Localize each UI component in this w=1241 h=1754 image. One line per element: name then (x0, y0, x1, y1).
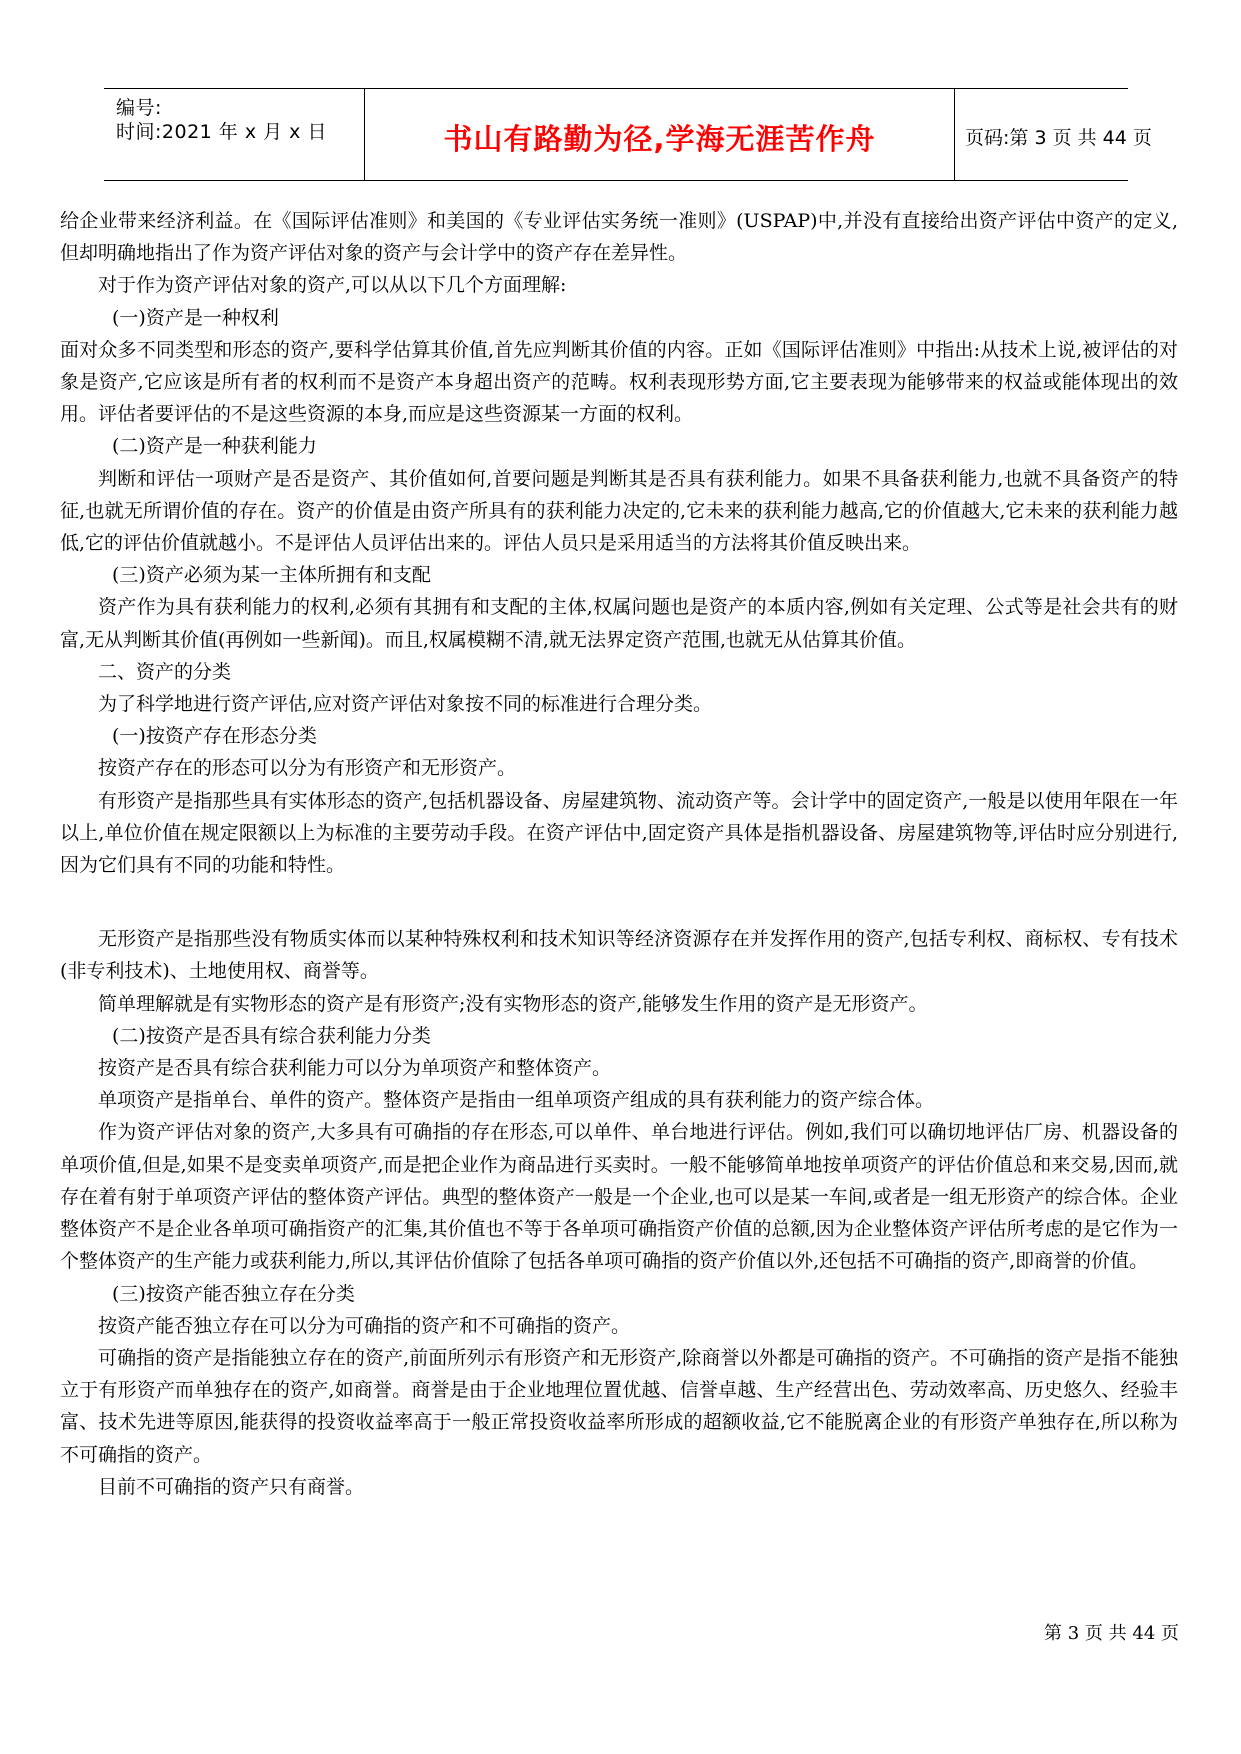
section-heading: (一)资产是一种权利 (112, 306, 279, 329)
paragraph: 按资产能否独立存在可以分为可确指的资产和不可确指的资产。 (98, 1314, 631, 1337)
section-heading: 二、资产的分类 (98, 660, 232, 683)
section-heading: (三)资产必须为某一主体所拥有和支配 (112, 564, 431, 587)
paragraph: 目前不可确指的资产只有商誉。 (98, 1475, 365, 1498)
paragraph: 给企业带来经济利益。在《国际评估准则》和美国的《专业评估实务统一准则》(USPAP)中,并没有直接给出资产评估中资产的定义,但却明确地指出了作为资产评估对象的资产与会计学中的资产存在差异性。 (60, 210, 1178, 265)
paragraph: 为了科学地进行资产评估,应对资产评估对象按不同的标准进行合理分类。 (98, 693, 713, 716)
paragraph: 无形资产是指那些没有物质实体而以某种特殊权利和技术知识等经济资源存在并发挥作用的资产,包括专利权、商标权、专有技术(非专利技术)、土地使用权、商誉等。 (60, 928, 1178, 983)
document-number-label: 编号: (116, 97, 162, 119)
document-body (60, 205, 1178, 1503)
section-heading: (二)按资产是否具有综合获利能力分类 (112, 1024, 431, 1047)
page-header (104, 88, 1152, 181)
header-page-cell (955, 89, 1152, 180)
paragraph: 面对众多不同类型和形态的资产,要科学估算其价值,首先应判断其价值的内容。正如《国际评估准则》中指出:从技术上说,被评估的对象是资产,它应该是所有者的权利而不是资产本身超出资产的范畴。权利表现形势方面,它主要表现为能够带来的权益或能体现出的效用。评估者要评估的不是这些资源的本身,而应是这些资源某一方面的权利。 (60, 338, 1178, 426)
paragraph: 资产作为具有获利能力的权利,必须有其拥有和支配的主体,权属问题也是资产的本质内容,例如有关定理、公式等是社会共有的财富,无从判断其价值(再例如一些新闻)。而且,权属模糊不清,就无法界定资产范围,也就无从估算其价值。 (60, 596, 1178, 651)
document-time-label: 时间:2021 年 x 月 x 日 (116, 121, 327, 143)
paragraph: 判断和评估一项财产是否是资产、其价值如何,首要问题是判断其是否具有获利能力。如果不具备获利能力,也就不具备资产的特征,也就无所谓价值的存在。资产的价值是由资产所具有的获利能力决定的,它未来的获利能力越高,它的价值越大,它未来的获利能力越低,它的评估价值就越小。不是评估人员评估出来的。评估人员只是采用适当的方法将其价值反映出来。 (60, 467, 1178, 555)
header-info-cell (104, 89, 365, 180)
paragraph: 按资产是否具有综合获利能力可以分为单项资产和整体资产。 (98, 1057, 612, 1080)
section-heading: (一)按资产存在形态分类 (112, 725, 317, 748)
header-page-number: 页码:第 3 页 共 44 页 (965, 127, 1152, 149)
paragraph: 单项资产是指单台、单件的资产。整体资产是指由一组单项资产组成的具有获利能力的资产综合体。 (98, 1089, 935, 1112)
header-motto-cell (365, 89, 955, 180)
paragraph: 按资产存在的形态可以分为有形资产和无形资产。 (98, 757, 517, 780)
section-heading: (三)按资产能否独立存在分类 (112, 1282, 355, 1305)
page-footer-number: 第 3 页 共 44 页 (1044, 1623, 1179, 1644)
paragraph: 作为资产评估对象的资产,大多具有可确指的存在形态,可以单件、单台地进行评估。例如,我们可以确切地评估厂房、机器设备的单项价值,但是,如果不是变卖单项资产,而是把企业作为商品进行买卖时。一般不能够简单地按单项资产的评估价值总和来交易,因而,就存在着有射于单项资产评估的整体资产评估。典型的整体资产一般是一个企业,也可以是某一车间,或者是一组无形资产的综合体。企业整体资产不是企业各单项可确指资产的汇集,其价值也不等于各单项可确指资产价值的总额,因为企业整体资产评估所考虑的是它作为一个整体资产的生产能力或获利能力,所以,其评估价值除了包括各单项可确指的资产价值以外,还包括不可确指的资产,即商誉的价值。 (60, 1121, 1178, 1273)
section-heading: (二)资产是一种获利能力 (112, 435, 317, 458)
paragraph: 有形资产是指那些具有实体形态的资产,包括机器设备、房屋建筑物、流动资产等。会计学中的固定资产,一般是以使用年限在一年以上,单位价值在规定限额以上为标准的主要劳动手段。在资产评估中,固定资产具体是指机器设备、房屋建筑物等,评估时应分别进行,因为它们具有不同的功能和特性。 (60, 789, 1178, 877)
blank-line (60, 881, 1178, 923)
header-motto: 书山有路勤为径,学海无涯苦作舟 (443, 122, 876, 156)
paragraph: 可确指的资产是指能独立存在的资产,前面所列示有形资产和无形资产,除商誉以外都是可确指的资产。不可确指的资产是指不能独立于有形资产而单独存在的资产,如商誉。商誉是由于企业地理位置优越、信誉卓越、生产经营出色、劳动效率高、历史悠久、经验丰富、技术先进等原因,能获得的投资收益率高于一般正常投资收益率所形成的超额收益,它不能脱离企业的有形资产单独存在,所以称为不可确指的资产。 (60, 1346, 1178, 1466)
paragraph: 简单理解就是有实物形态的资产是有形资产;没有实物形态的资产,能够发生作用的资产是无形资产。 (98, 992, 928, 1015)
paragraph: 对于作为资产评估对象的资产,可以从以下几个方面理解: (98, 274, 567, 297)
